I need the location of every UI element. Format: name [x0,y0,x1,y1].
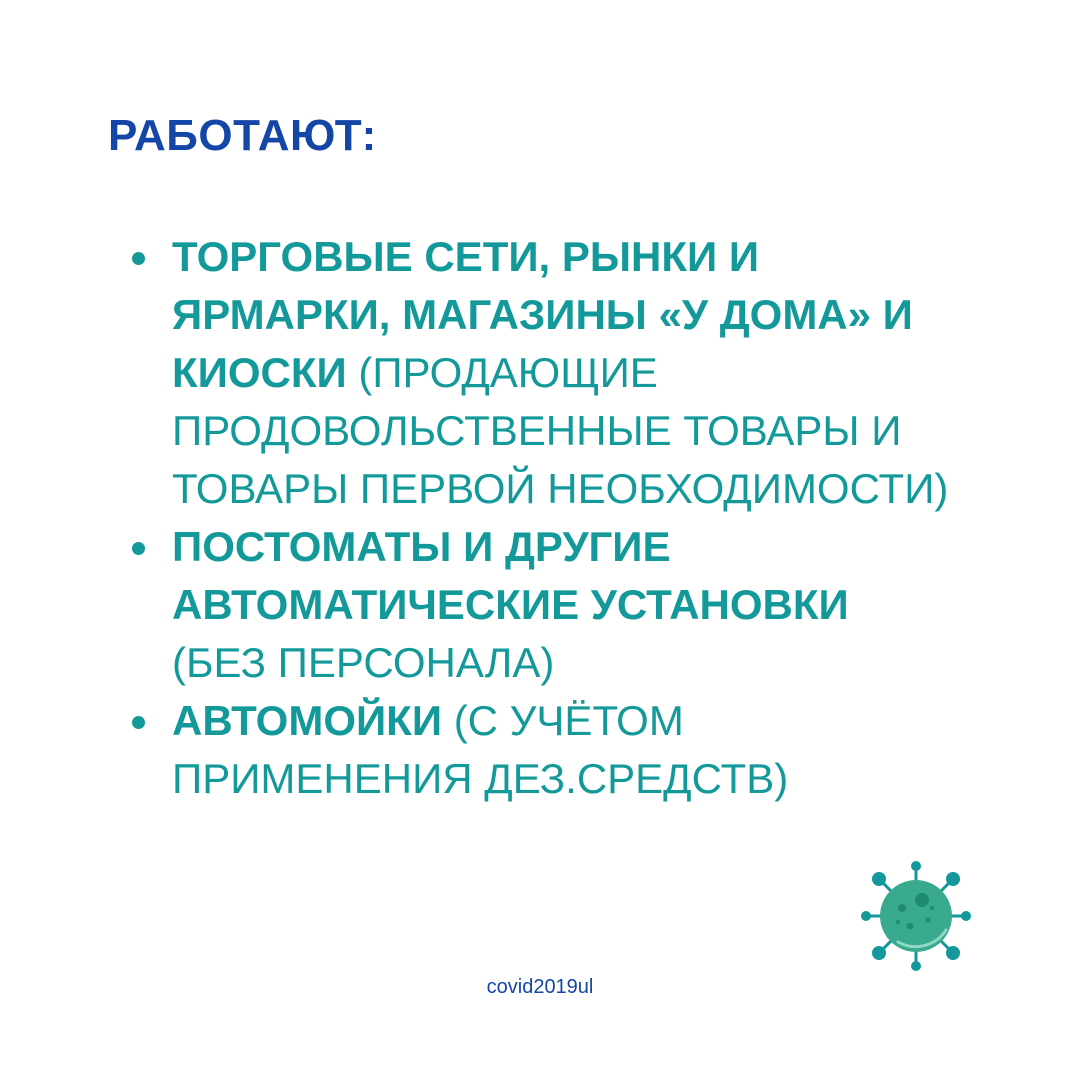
virus-icon [858,858,974,974]
item-regular-text: (ПРОДАЮЩИЕ ПРОДОВОЛЬСТВЕННЫЕ ТОВАРЫ И ТОВАРЫ ПЕРВОЙ НЕОБХОДИМОСТИ) [172,349,949,512]
bullet-dot [132,716,145,729]
list-item [130,518,950,692]
item-bold-text: ПОСТОМАТЫ И ДРУГИЕ АВТОМАТИЧЕСКИЕ УСТАНОВКИ [172,523,849,628]
item-regular-text: (БЕЗ ПЕРСОНАЛА) [172,639,555,686]
list-item [130,228,950,518]
footer-handle: covid2019ul [486,976,594,998]
bullet-dot [132,252,145,265]
item-regular-text: (С УЧЁТОМ ПРИМЕНЕНИЯ ДЕЗ.СРЕДСТВ) [172,697,789,802]
bullet-list [130,228,950,808]
item-bold-text: ТОРГОВЫЕ СЕТИ, РЫНКИ И ЯРМАРКИ, МАГАЗИНЫ «У ДОМА» И КИОСКИ [172,233,913,396]
heading: РАБОТАЮТ: [108,111,377,160]
bullet-dot [132,542,145,555]
list-item [130,692,950,808]
item-bold-text: АВТОМОЙКИ [172,697,443,744]
